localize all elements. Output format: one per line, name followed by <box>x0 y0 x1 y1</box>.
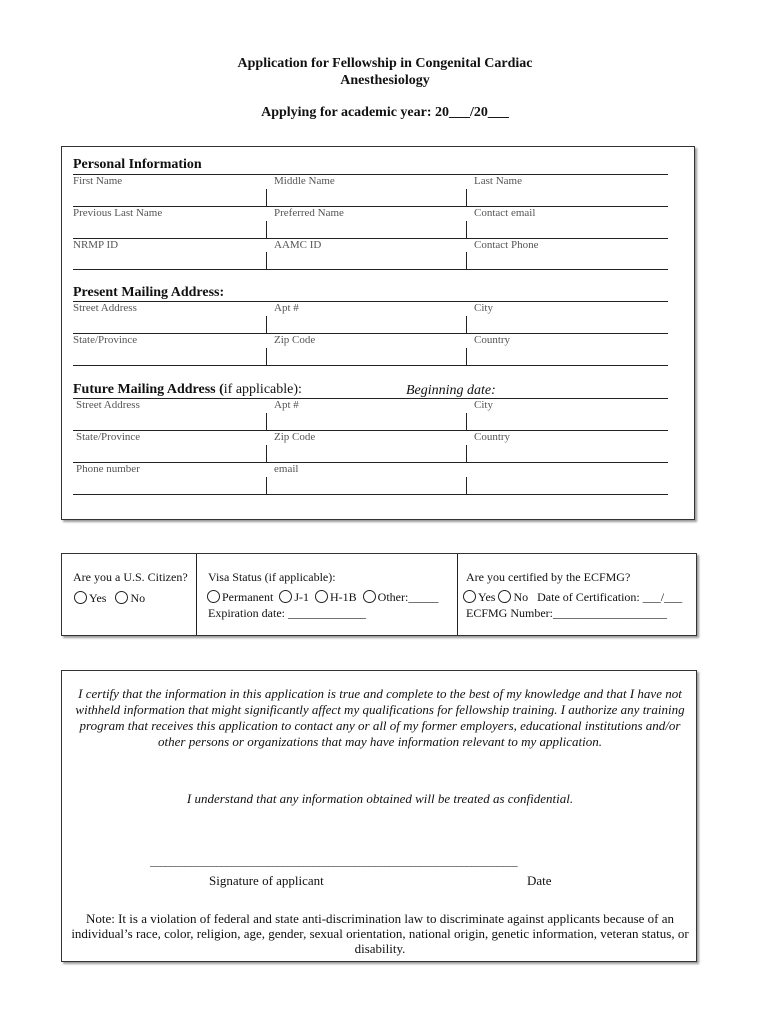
ecfmg-no-label: No <box>513 590 529 604</box>
beginning-date-label: Beginning date: <box>406 383 496 398</box>
divider <box>73 398 668 399</box>
apt-label: Apt # <box>274 302 299 314</box>
first-name-label: First Name <box>73 175 123 187</box>
last-name-label: Last Name <box>474 175 522 187</box>
visa-status-label: Visa Status (if applicable): <box>208 570 336 584</box>
signature-line[interactable]: ________________________________________________________________________ <box>150 856 518 868</box>
visa-other-radio[interactable] <box>363 590 376 603</box>
visa-options <box>207 590 438 605</box>
ecfmg-options <box>463 590 682 605</box>
street-field-line[interactable] <box>73 333 668 334</box>
signature-label: Signature of applicant <box>209 873 324 888</box>
state-field-line[interactable] <box>73 365 668 366</box>
future-state-field-line[interactable] <box>73 462 668 463</box>
form-title-line2: Anesthesiology <box>340 73 430 88</box>
divider <box>466 477 467 494</box>
visa-j1-radio[interactable] <box>279 590 292 603</box>
zip-label: Zip Code <box>274 334 316 346</box>
future-zip-label: Zip Code <box>274 431 316 443</box>
email-label: email <box>274 463 299 475</box>
name-field-line[interactable] <box>73 206 668 207</box>
divider <box>466 413 467 430</box>
citizen-no-radio[interactable] <box>115 591 128 604</box>
street-address-label: Street Address <box>73 302 137 314</box>
visa-other-label: Other:_____ <box>377 590 439 604</box>
divider <box>466 221 467 238</box>
future-address-heading-bold: Future Mailing Address ( <box>73 382 224 397</box>
divider <box>266 348 267 365</box>
ecfmg-yes-radio[interactable] <box>463 590 476 603</box>
city-label: City <box>474 302 493 314</box>
future-city-label: City <box>474 399 493 411</box>
divider <box>457 554 458 635</box>
divider <box>196 554 197 635</box>
future-apt-label: Apt # <box>274 399 299 411</box>
contact-email-label: Contact email <box>474 207 536 219</box>
divider <box>466 252 467 269</box>
visa-h1b-radio[interactable] <box>315 590 328 603</box>
future-street-field-line[interactable] <box>73 430 668 431</box>
preferred-name-label: Preferred Name <box>274 207 344 219</box>
phone-field-line[interactable] <box>73 494 668 495</box>
divider <box>266 252 267 269</box>
previous-last-name-label: Previous Last Name <box>73 207 163 219</box>
nrmp-id-label: NRMP ID <box>73 239 119 251</box>
ecfmg-question: Are you certified by the ECFMG? <box>466 570 631 584</box>
ecfmg-no-radio[interactable] <box>498 590 511 603</box>
academic-year: Applying for academic year: 20___/20___ <box>261 105 509 120</box>
citizen-yes-label: Yes <box>89 591 107 605</box>
aamc-id-label: AAMC ID <box>274 239 322 251</box>
citizen-yes-radio[interactable] <box>74 591 87 604</box>
future-street-label: Street Address <box>76 399 140 411</box>
divider <box>73 301 668 302</box>
divider <box>266 189 267 206</box>
citizen-question: Are you a U.S. Citizen? <box>73 570 188 584</box>
visa-j1-label: J-1 <box>294 590 309 604</box>
visa-permanent-radio[interactable] <box>207 590 220 603</box>
id-field-line[interactable] <box>73 269 668 270</box>
future-address-heading <box>73 382 302 398</box>
divider <box>266 316 267 333</box>
present-address-heading: Present Mailing Address: <box>73 285 225 300</box>
previous-name-field-line[interactable] <box>73 238 668 239</box>
visa-permanent-label: Permanent <box>222 590 274 604</box>
state-label: State/Province <box>73 334 138 346</box>
ecfmg-yes-label: Yes <box>478 590 496 604</box>
divider <box>466 348 467 365</box>
divider <box>466 316 467 333</box>
country-label: Country <box>474 334 511 346</box>
citizen-no-label: No <box>130 591 146 605</box>
divider <box>73 174 668 175</box>
date-label: Date <box>527 873 552 888</box>
divider <box>266 445 267 462</box>
visa-h1b-label: H-1B <box>330 590 357 604</box>
citizen-options <box>74 591 145 606</box>
expiration-date-field[interactable]: Expiration date: _____________ <box>208 606 366 620</box>
anti-discrimination-note: Note: It is a violation of federal and state anti-discrimination law to discriminate against applicants because of an individual’s race, color, religion, age, gender, sexual orientation, national origin, genetic information, veteran status, or disability. <box>71 911 689 956</box>
confidentiality-statement: I understand that any information obtained will be treated as confidential. <box>186 791 574 806</box>
form-title-line1: Application for Fellowship in Congenital Cardiac <box>237 56 533 71</box>
divider <box>266 477 267 494</box>
future-state-label: State/Province <box>76 431 141 443</box>
divider <box>266 413 267 430</box>
future-address-heading-note: if applicable): <box>223 382 302 397</box>
future-country-label: Country <box>474 431 511 443</box>
divider <box>466 189 467 206</box>
personal-info-heading: Personal Information <box>73 157 202 172</box>
divider <box>466 445 467 462</box>
contact-phone-label: Contact Phone <box>474 239 539 251</box>
divider <box>266 221 267 238</box>
certification-date-field[interactable]: Date of Certification: ___/___ <box>537 590 683 604</box>
phone-number-label: Phone number <box>76 463 140 475</box>
certification-statement: I certify that the information in this application is true and complete to the best of my knowledge and that I have not withheld information that might significantly affect my qualifications for fellowship training. I authorize any training program that receives this application to contact any or all of my former employers, educational institutions and/or other persons or organizations that may have information relevant to my application. <box>75 686 685 749</box>
ecfmg-number-field[interactable]: ECFMG Number:___________________ <box>466 606 667 620</box>
middle-name-label: Middle Name <box>274 175 335 187</box>
